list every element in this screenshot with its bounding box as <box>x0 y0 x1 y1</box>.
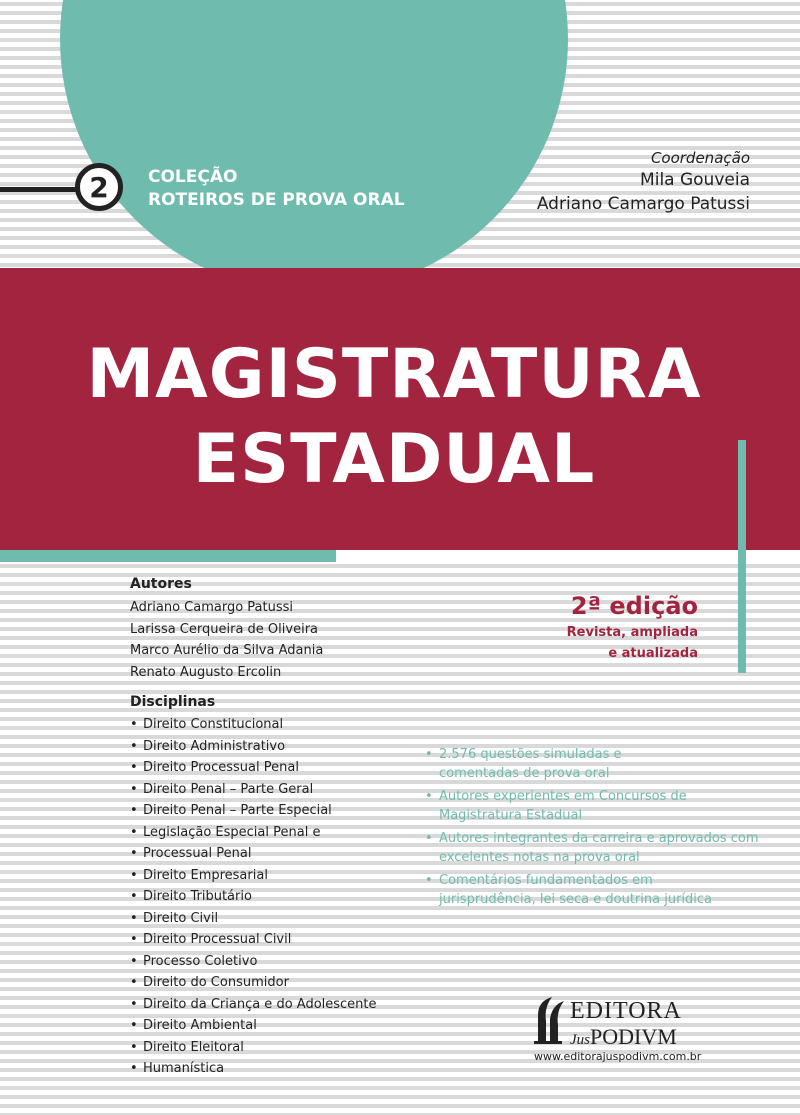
author-name: Renato Augusto Ercolin <box>130 664 282 680</box>
stripe-line <box>0 564 800 568</box>
discipline-item: • Direito Ambiental <box>130 1015 377 1037</box>
coordination-block <box>537 148 750 216</box>
stripe-line <box>0 915 800 919</box>
collection-name <box>148 166 405 212</box>
stripe-line <box>0 942 800 946</box>
publisher-logo <box>530 995 730 1065</box>
stripe-line <box>0 573 800 577</box>
stripe-line <box>0 933 800 937</box>
collection-number: 2 <box>89 170 109 204</box>
feature-item: • Autores experientes em Concursos de Magistratura Estadual <box>425 787 699 825</box>
author-name: Marco Aurélio da Silva Adania <box>130 643 324 658</box>
collection-line-1: COLEÇÃO <box>148 167 238 187</box>
publisher-url: www.editorajuspodivm.com.br <box>534 1050 702 1063</box>
stripe-line <box>0 1095 800 1099</box>
stripe-line <box>0 708 800 712</box>
stripe-line <box>0 690 800 694</box>
coordinator-name: Adriano Camargo Patussi <box>536 194 750 214</box>
stripe-line <box>0 1086 800 1090</box>
stripe-line <box>0 1077 800 1081</box>
publisher-podivm: PODIVM <box>590 1024 677 1049</box>
collection-line-2: ROTEIROS DE PROVA ORAL <box>148 190 405 210</box>
discipline-item: • Direito Civil <box>130 908 377 930</box>
authors-list <box>130 597 323 683</box>
book-title-line-1: MAGISTRATURA <box>86 335 702 414</box>
discipline-item: • Humanística <box>130 1058 377 1080</box>
feature-item: • Autores integrantes da carreira e aprovados com excelentes notas na prova oral <box>425 829 769 867</box>
discipline-item: • Direito Administrativo <box>130 736 377 758</box>
discipline-item: • Direito do Consumidor <box>130 972 377 994</box>
discipline-item: • Direito da Criança e do Adolescente <box>130 994 377 1016</box>
collection-rule <box>0 187 86 192</box>
discipline-item: • Direito Eleitoral <box>130 1037 377 1059</box>
stripe-line <box>0 1104 800 1108</box>
author-name: Adriano Camargo Patussi <box>130 600 294 615</box>
stripe-line <box>0 924 800 928</box>
stripe-line <box>0 978 800 982</box>
discipline-item: • Direito Penal – Parte Geral <box>130 779 377 801</box>
discipline-item: • Legislação Especial Penal e <box>130 822 377 844</box>
teal-horizontal-bar <box>0 550 336 562</box>
stripe-line <box>0 735 800 739</box>
features-list <box>425 745 769 913</box>
book-title-line-2: ESTADUAL <box>192 420 596 499</box>
stripe-line <box>0 987 800 991</box>
stripe-line <box>0 582 800 586</box>
discipline-item: • Processo Coletivo <box>130 951 377 973</box>
stripe-line <box>0 1068 800 1072</box>
publisher-name: EDITORA <box>570 998 682 1024</box>
stripe-line <box>0 726 800 730</box>
publisher-quill-icon <box>530 995 568 1045</box>
stripe-line <box>0 672 800 676</box>
publisher-subname <box>570 1024 677 1050</box>
edition-number: 2ª edição <box>570 592 698 620</box>
discipline-item-continuation: • Processual Penal <box>130 843 377 865</box>
authors-heading: Autores <box>130 576 192 592</box>
stripe-line <box>0 699 800 703</box>
stripe-line <box>0 951 800 955</box>
author-name: Larissa Cerqueira de Oliveira <box>130 621 318 637</box>
discipline-item: • Direito Processual Penal <box>130 757 377 779</box>
disciplines-list <box>130 714 377 1080</box>
collection-number-badge <box>75 163 123 211</box>
discipline-item: • Direito Processual Civil <box>130 929 377 951</box>
discipline-item: • Direito Empresarial <box>130 865 377 887</box>
discipline-item: • Direito Penal – Parte Especial <box>130 800 377 822</box>
coordination-label: Coordenação <box>650 149 750 167</box>
stripe-line <box>0 960 800 964</box>
stripe-line <box>0 969 800 973</box>
discipline-item: • Direito Constitucional <box>130 714 377 736</box>
edition-note-2: e atualizada <box>608 646 698 661</box>
feature-item: • 2.576 questões simuladas e comentadas de prova oral <box>425 745 629 783</box>
edition-block <box>567 590 698 664</box>
edition-note-1: Revista, ampliada <box>566 625 698 640</box>
teal-vertical-bar <box>738 440 746 673</box>
publisher-ius: Jus <box>570 1032 590 1048</box>
stripe-line <box>0 717 800 721</box>
discipline-item: • Direito Tributário <box>130 886 377 908</box>
coordinator-name: Mila Gouveia <box>640 170 750 190</box>
disciplines-heading: Disciplinas <box>130 694 216 710</box>
feature-item: • Comentários fundamentados em jurisprudência, lei seca e doutrina jurídica <box>425 871 739 909</box>
stripe-line <box>0 681 800 685</box>
